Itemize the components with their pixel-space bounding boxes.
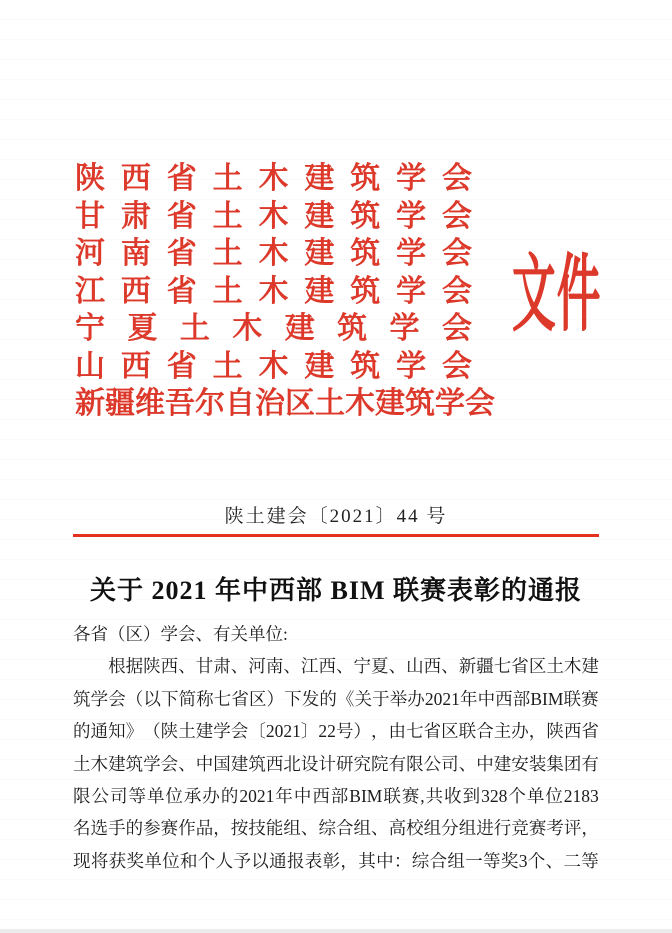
text-token: 筑	[350, 349, 381, 383]
text-token: 人	[215, 850, 234, 871]
red-letterhead	[75, 160, 495, 423]
text-token: 进	[476, 818, 494, 839]
text-token: 一	[465, 850, 483, 871]
text-token: （	[143, 721, 161, 742]
text-token: 二	[563, 850, 581, 871]
text-token: 作	[178, 818, 196, 839]
text-token: 》	[125, 721, 144, 742]
text-token: 筑	[350, 162, 381, 195]
text-token: 土	[212, 237, 243, 270]
text-token: 会	[442, 349, 472, 383]
text-token: 筑	[73, 688, 91, 709]
body-line-salutation: 各省（区）学会、有关单位:	[73, 624, 288, 644]
body-paragraph	[73, 618, 599, 877]
text-token: 学	[396, 162, 427, 195]
text-token: 共	[425, 785, 444, 806]
text-token: 建	[375, 387, 405, 420]
text-token: 山	[75, 349, 105, 383]
text-token: 报	[286, 850, 305, 871]
text-token: 考	[546, 818, 564, 839]
text-token: 2021	[265, 721, 301, 742]
text-token: 高	[388, 818, 407, 839]
text-token: 举	[389, 688, 408, 709]
text-token: 参	[143, 818, 161, 839]
text-token: 西	[563, 721, 582, 742]
text-token: 区	[248, 688, 267, 709]
text-token: 将	[90, 850, 109, 871]
text-token: 〕	[300, 721, 319, 742]
text-token: 通	[90, 721, 109, 742]
text-token: 等	[128, 785, 146, 806]
body-line	[73, 650, 599, 682]
text-token: 单	[144, 850, 162, 871]
text-token: 行	[493, 818, 512, 839]
text-token: （	[125, 688, 144, 709]
text-token: 联	[563, 688, 581, 709]
text-token: 收	[444, 785, 462, 806]
text-token: 限	[73, 785, 91, 806]
text-token: 木	[258, 237, 289, 270]
text-token: 知	[108, 721, 126, 742]
text-token: 陕	[143, 656, 161, 677]
text-token: 集	[546, 753, 564, 774]
text-token: 陕	[160, 721, 179, 742]
text-token: 按	[230, 818, 249, 839]
text-token: ，	[581, 818, 599, 839]
text-token: 发	[301, 688, 320, 709]
text-token: 公	[423, 753, 442, 774]
text-token: 位	[165, 785, 183, 806]
text-token: 部	[330, 785, 349, 806]
text-token: 的	[319, 688, 337, 709]
text-token: 土	[178, 721, 196, 742]
text-token: 获	[108, 850, 127, 871]
text-token: 区	[285, 387, 315, 420]
text-token: ，	[528, 721, 547, 742]
text-token: 简	[178, 688, 197, 709]
text-token: 会	[160, 753, 179, 774]
text-token: 赛	[581, 688, 599, 709]
text-token	[91, 650, 109, 682]
text-token: 设	[300, 753, 319, 774]
text-token: 奖	[126, 850, 144, 871]
text-token: 院	[371, 753, 389, 774]
text-token: 综	[318, 818, 336, 839]
text-token: 装	[528, 753, 547, 774]
text-token: 建	[230, 753, 249, 774]
text-token: 会	[230, 721, 249, 742]
text-token: 、	[178, 656, 196, 677]
text-token: 予	[233, 850, 251, 871]
text-token: 限	[406, 753, 424, 774]
text-token: 西	[318, 656, 336, 677]
text-token: 土	[73, 753, 91, 774]
text-token: BIM	[349, 785, 383, 806]
text-token: 筑	[248, 753, 266, 774]
text-token: 会	[442, 199, 472, 233]
text-token: 的	[125, 818, 144, 839]
body-line	[73, 780, 599, 812]
text-token: 筑	[337, 312, 368, 345]
text-token: 关	[354, 688, 372, 709]
text-token: 会	[108, 688, 126, 709]
text-token: 称	[196, 688, 214, 709]
text-token: 等	[581, 850, 599, 871]
text-token: 办	[511, 721, 529, 742]
text-token: 办	[202, 785, 220, 806]
text-token: 能	[265, 818, 284, 839]
text-token: 省	[511, 656, 529, 677]
text-token: 学	[143, 753, 161, 774]
text-token: 综	[411, 850, 430, 871]
text-token: 肃	[120, 199, 151, 233]
text-token: 研	[335, 753, 354, 774]
text-token: 省	[166, 349, 197, 383]
text-token: 3	[518, 850, 528, 871]
text-token: 土	[546, 656, 564, 677]
text-token: 有	[581, 753, 599, 774]
text-token: 技	[248, 818, 266, 839]
text-token: 、	[335, 656, 354, 677]
text-token: 西	[495, 688, 513, 709]
text-token: 肃	[213, 656, 231, 677]
text-token: 区	[528, 656, 547, 677]
text-token: 、	[388, 656, 407, 677]
text-token: 夏	[371, 656, 389, 677]
text-token: 个	[197, 850, 216, 871]
text-token: 夏	[127, 312, 158, 345]
text-token: 中	[477, 688, 496, 709]
text-token: 单	[146, 785, 165, 806]
text-token: 以	[143, 688, 161, 709]
text-token: 吾	[165, 387, 195, 420]
text-token: 建	[108, 753, 126, 774]
text-token: 疆	[105, 387, 135, 420]
text-token: 陕	[75, 162, 105, 195]
text-token: 陕	[546, 721, 564, 742]
text-token: 北	[283, 753, 301, 774]
text-token: 组	[447, 850, 465, 871]
doc-number: 陕土建会〔2021〕44 号	[224, 506, 448, 527]
text-token: 品	[195, 818, 214, 839]
text-token: 木	[258, 274, 289, 308]
text-token: 位	[162, 850, 180, 871]
society-name-row	[75, 198, 472, 236]
text-token: 名	[73, 818, 91, 839]
text-token: 建	[304, 162, 335, 195]
text-token: 筑	[125, 753, 144, 774]
text-token: 下	[160, 688, 179, 709]
text-token: 木	[90, 753, 109, 774]
text-token: ，	[213, 818, 231, 839]
text-token: 有	[388, 753, 407, 774]
text-token: 通	[269, 850, 287, 871]
text-token: 省	[166, 162, 197, 195]
text-token: 河	[75, 237, 105, 270]
text-token: 南	[120, 237, 151, 270]
text-token: 建	[493, 753, 512, 774]
text-token: 2021	[239, 785, 275, 806]
text-token	[73, 650, 91, 682]
text-token: 西	[120, 162, 151, 195]
text-token: 年	[275, 785, 293, 806]
text-token: 部	[512, 688, 531, 709]
text-token: 22	[318, 721, 336, 742]
text-token: 学	[389, 312, 420, 345]
text-token: 省	[166, 199, 197, 233]
text-token: 会	[441, 312, 472, 345]
text-token: 建	[304, 199, 335, 233]
society-name-row	[75, 310, 472, 348]
text-token: 联	[458, 721, 477, 742]
text-token: 奖	[500, 850, 519, 871]
text-token: 评	[563, 818, 582, 839]
text-token: 木	[232, 312, 263, 345]
text-token: 疆	[476, 656, 494, 677]
text-token: 表	[304, 850, 323, 871]
text-token: 木	[563, 656, 582, 677]
text-token: 筑	[350, 199, 381, 233]
text-token: 公	[91, 785, 109, 806]
text-token: 承	[183, 785, 202, 806]
text-token: 西	[265, 753, 284, 774]
text-token: 建	[284, 312, 315, 345]
text-token: 宁	[75, 312, 105, 345]
text-token: 中	[476, 753, 494, 774]
wenjian-label: 文件	[512, 249, 602, 342]
text-token: 、	[300, 818, 319, 839]
text-token: 建	[304, 237, 335, 270]
text-token: 西	[312, 785, 330, 806]
text-token: 安	[511, 753, 529, 774]
text-token: 江	[75, 274, 105, 308]
text-token: 西	[160, 656, 179, 677]
text-token: 据	[125, 656, 144, 677]
text-token: 等	[483, 850, 501, 871]
text-token: 会	[442, 274, 472, 308]
text-token: 究	[353, 753, 371, 774]
text-token: 省	[166, 274, 197, 308]
text-token: 筑	[350, 274, 381, 308]
text-token: 位	[545, 785, 563, 806]
text-token: 维	[135, 387, 165, 420]
text-token: 山	[406, 656, 424, 677]
text-token: 司	[109, 785, 128, 806]
text-token: 、	[441, 656, 459, 677]
text-token: 联	[383, 785, 401, 806]
text-token: 赛	[401, 785, 420, 806]
text-token: 学	[435, 387, 465, 420]
text-token: 主	[493, 721, 512, 742]
page-bottom-edge	[0, 929, 672, 933]
text-token: 2021	[424, 688, 460, 709]
text-token: BIM	[530, 688, 564, 709]
body-line	[73, 683, 599, 715]
text-token: 省	[423, 721, 442, 742]
text-token: 、	[178, 753, 196, 774]
text-token: 甘	[75, 199, 105, 233]
text-token: 区	[441, 721, 459, 742]
text-token: 328	[481, 785, 508, 806]
body-line	[73, 812, 599, 844]
text-token: 省	[581, 721, 599, 742]
text-token: 土	[179, 312, 210, 345]
text-token: 南	[265, 656, 284, 677]
text-token: 西	[120, 274, 151, 308]
text-token: 自	[225, 387, 255, 420]
text-token: 、	[458, 753, 477, 774]
text-token: 木	[345, 387, 375, 420]
text-token: 分	[441, 818, 459, 839]
text-token: 单	[526, 785, 545, 806]
text-token: ：	[393, 850, 412, 871]
text-token: 学	[396, 237, 427, 270]
text-token: 中	[293, 785, 312, 806]
text-token: 学	[213, 721, 231, 742]
text-token: 国	[213, 753, 231, 774]
text-token: 建	[304, 349, 335, 383]
text-token: 赛	[160, 818, 179, 839]
body-line	[73, 748, 599, 780]
text-token: 新	[458, 656, 477, 677]
text-token: 省	[166, 237, 197, 270]
text-token: 由	[388, 721, 407, 742]
text-token: 于	[372, 688, 390, 709]
text-token: 西	[120, 349, 151, 383]
text-token: 合	[476, 721, 494, 742]
text-token: 西	[423, 656, 442, 677]
text-token: 、	[371, 818, 389, 839]
text-token: ，	[340, 850, 358, 871]
text-token: 选	[90, 818, 109, 839]
text-token: 合	[335, 818, 354, 839]
text-token: 新	[75, 387, 105, 420]
text-token: 学	[396, 274, 427, 308]
text-token: 个	[527, 850, 546, 871]
text-token: 竞	[511, 818, 529, 839]
text-token: 和	[179, 850, 198, 871]
text-token: 校	[406, 818, 424, 839]
text-token: 甘	[195, 656, 214, 677]
text-token: 手	[108, 818, 126, 839]
text-token: 治	[255, 387, 285, 420]
text-token: 《	[336, 688, 355, 709]
text-token: 筑	[350, 237, 381, 270]
text-token: 个	[508, 785, 526, 806]
text-token: 建	[581, 656, 599, 677]
text-token: 江	[300, 656, 319, 677]
text-token: 土	[315, 387, 345, 420]
society-name-row	[75, 348, 472, 386]
text-token: 学	[396, 199, 427, 233]
text-token: 、	[230, 656, 249, 677]
text-token: 宁	[353, 656, 371, 677]
text-token: 组	[458, 818, 477, 839]
text-token: 以	[251, 850, 269, 871]
text-token: 木	[258, 162, 289, 195]
text-token: 彰	[322, 850, 341, 871]
text-token: 木	[258, 199, 289, 233]
text-token: ，	[371, 721, 389, 742]
text-token: 会	[465, 387, 495, 420]
text-token: 尔	[195, 387, 225, 420]
text-token: 到	[462, 785, 481, 806]
society-name-row	[75, 235, 472, 273]
text-token: 其	[358, 850, 376, 871]
text-token: 的	[73, 721, 91, 742]
society-name-row	[75, 273, 472, 311]
text-token: 年	[459, 688, 478, 709]
text-token: 会	[442, 237, 472, 270]
text-token: 学	[90, 688, 109, 709]
red-divider-line	[73, 534, 599, 537]
society-name-row	[75, 160, 472, 198]
text-token: 办	[407, 688, 425, 709]
text-token: 2183	[563, 785, 599, 806]
text-token: 号	[335, 721, 354, 742]
text-token: ）	[266, 688, 285, 709]
text-token: 、	[545, 850, 564, 871]
text-token: 的	[220, 785, 239, 806]
text-token: 土	[212, 199, 243, 233]
text-token: 组	[353, 818, 371, 839]
text-token: 木	[258, 349, 289, 383]
text-token: 建	[304, 274, 335, 308]
text-token: 合	[429, 850, 448, 871]
text-token: 会	[442, 162, 472, 195]
society-name-row	[75, 385, 495, 423]
text-token: 七	[406, 721, 424, 742]
text-token: 七	[493, 656, 512, 677]
text-token: ,	[420, 785, 425, 806]
text-token: 现	[73, 850, 91, 871]
text-token: 河	[248, 656, 266, 677]
text-token: 〔	[248, 721, 266, 742]
text-token: 七	[213, 688, 232, 709]
text-token: 筑	[405, 387, 435, 420]
text-token: 土	[212, 349, 243, 383]
text-token: 组	[423, 818, 442, 839]
body-line	[73, 715, 599, 747]
text-token: 组	[283, 818, 301, 839]
text-token: 、	[283, 656, 301, 677]
text-token: 团	[563, 753, 582, 774]
text-token: 计	[318, 753, 336, 774]
text-token: 建	[195, 721, 214, 742]
text-token: 土	[212, 162, 243, 195]
text-token: 根	[108, 656, 126, 677]
text-token: 学	[396, 349, 427, 383]
text-token: 司	[441, 753, 459, 774]
text-token: 中	[195, 753, 214, 774]
body-line	[73, 845, 599, 877]
text-token: 土	[212, 274, 243, 308]
text-token: 下	[284, 688, 302, 709]
text-token: ）	[353, 721, 371, 742]
text-token: 中	[376, 850, 394, 871]
document-title: 关于 2021 年中西部 BIM 联赛表彰的通报	[89, 576, 582, 605]
text-token: 赛	[528, 818, 547, 839]
text-token: 省	[231, 688, 249, 709]
